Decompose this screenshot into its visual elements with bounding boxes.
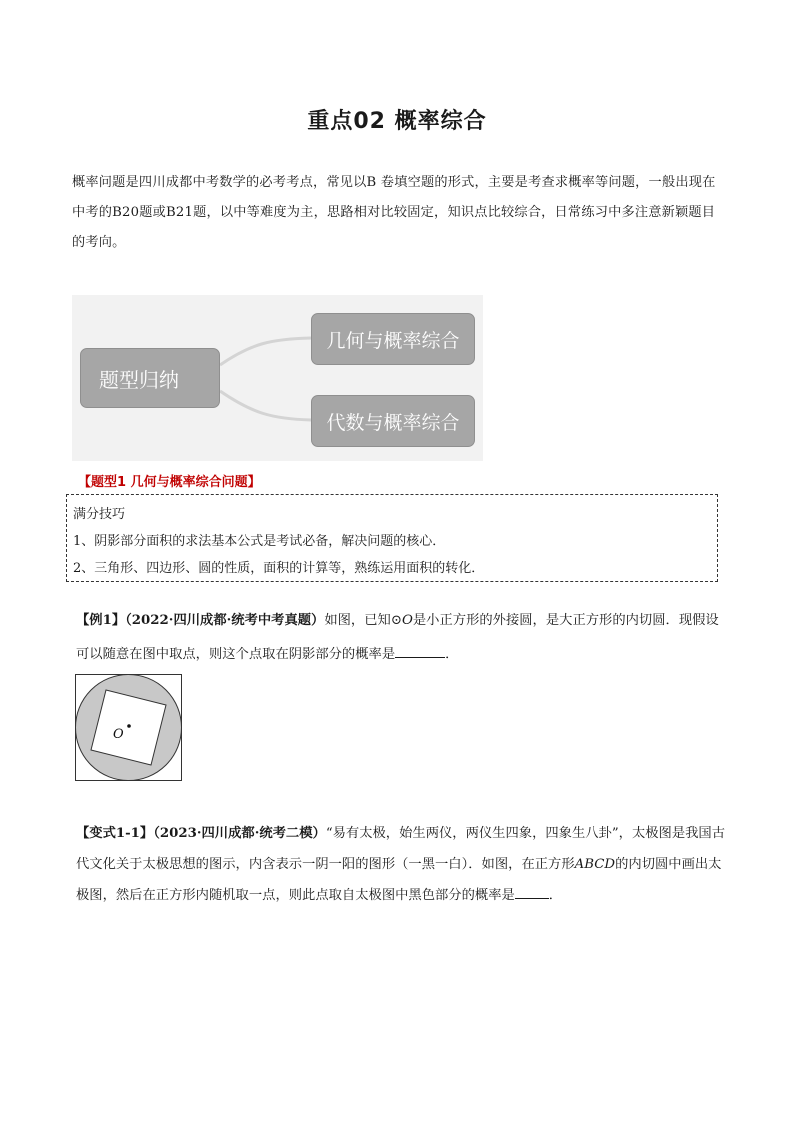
example-source: （2022·四川成都·统考中考真题） [125, 613, 325, 628]
variant-text-before: “易有太极，始生两仪，两仪生四象，四象生八卦”，太极图是我国古代文化关于太极思想的图示，内含表示一阴一阳的图形（一黑一白）．如图，在正方形 [76, 826, 726, 872]
intro-paragraph: 概率问题是四川成都中考数学的必考考点，常见以B 卷填空题的形式，主要是考查求概率等问题，一般出现在中考的B20题或B21题，以中等难度为主，思路相对比较固定，知识点比较综合，日常练习中多注意新颖题目的考向。 [72, 175, 716, 250]
mind-map [72, 295, 483, 461]
variant-text-after: 的内切圆中画出太极图，然后在正方形内随机取一点，则此点取自太极图中黑色部分的概率是 [76, 857, 722, 903]
example-end: ． [445, 647, 459, 662]
tips-title: 满分技巧 [73, 507, 126, 522]
section-heading: 【题型1 几何与概率综合问题】 [78, 475, 261, 490]
answer-blank[interactable] [395, 643, 445, 658]
tip-item: 2、三角形、四边形、圆的性质，面积的计算等，熟练运用面积的转化． [73, 561, 485, 576]
example-var: O [401, 613, 413, 628]
variant-tag: 【变式1-1】 [76, 826, 154, 841]
figure-label: O [113, 727, 124, 742]
tip-item: 1、阴影部分面积的求法基本公式是考试必备，解决问题的核心． [73, 534, 446, 549]
tips-box [66, 494, 718, 582]
example-text-after: 是小正方形的外接圆，是大正方形的内切圆．现假设可以随意在图中取点，则这个点取在阴影部分的概率是 [76, 613, 719, 662]
mind-map-branch-geometry: 几何与概率综合 [311, 313, 475, 365]
geometry-figure [75, 674, 182, 781]
variant-end: ． [548, 888, 563, 903]
example-tag: 【例1】 [76, 613, 126, 628]
variant-source: （2023·四川成都·统考二模） [153, 826, 326, 841]
answer-blank[interactable] [515, 884, 549, 899]
page-title: 重点02 概率综合 [307, 109, 487, 134]
variant-1-1 [76, 818, 726, 911]
example-1 [76, 604, 726, 672]
variant-var: ABCD [574, 857, 616, 872]
example-text-before: 如图，已知⊙ [324, 613, 402, 628]
mind-map-root-node: 题型归纳 [80, 348, 220, 408]
mind-map-branch-algebra: 代数与概率综合 [311, 395, 475, 447]
